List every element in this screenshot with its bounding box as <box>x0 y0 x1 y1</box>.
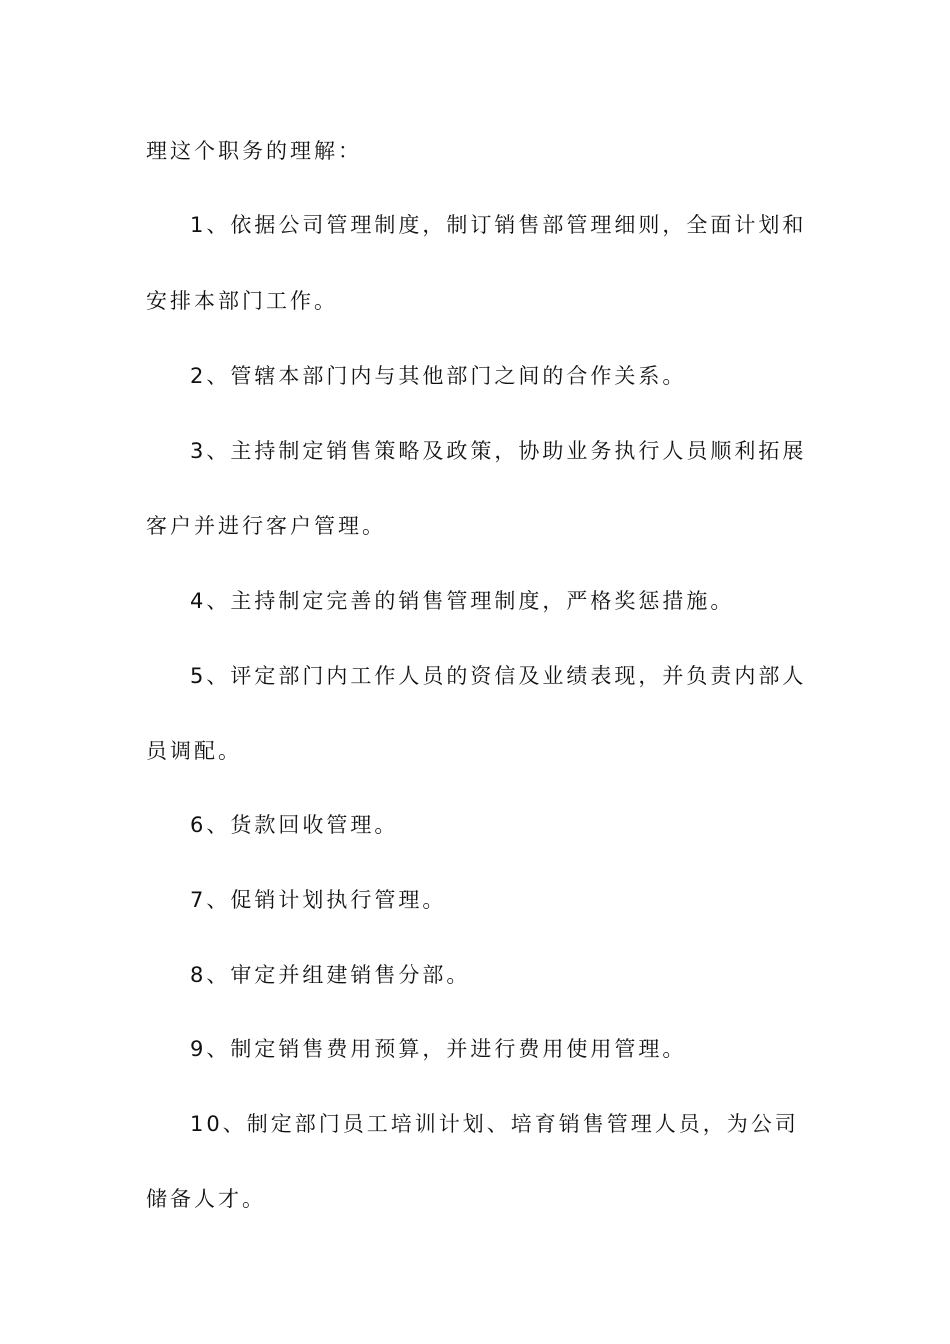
item-9-line: 9、制定销售费用预算，并进行费用使用管理。 <box>190 1037 687 1061</box>
item-7-line: 7、促销计划执行管理。 <box>190 888 447 912</box>
item-8-line: 8、审定并组建销售分部。 <box>190 963 471 987</box>
intro-line: 理这个职务的理解： <box>146 139 362 163</box>
item-1-line-1: 1、依据公司管理制度，制订销售部管理细则，全面计划和 <box>190 213 807 237</box>
item-5-line-2: 员调配。 <box>146 739 242 763</box>
item-5-line-1: 5、评定部门内工作人员的资信及业绩表现，并负责内部人 <box>190 664 807 688</box>
item-10-line-2: 储备人才。 <box>146 1187 266 1211</box>
item-1-line-2: 安排本部门工作。 <box>146 289 338 313</box>
item-10-line-1: 10、制定部门员工培训计划、培育销售管理人员，为公司 <box>190 1112 799 1136</box>
item-4-line: 4、主持制定完善的销售管理制度，严格奖惩措施。 <box>190 589 735 613</box>
item-6-line: 6、货款回收管理。 <box>190 813 399 837</box>
item-3-line-1: 3、主持制定销售策略及政策，协助业务执行人员顺利拓展 <box>190 439 807 463</box>
item-2-line: 2、管辖本部门内与其他部门之间的合作关系。 <box>190 364 687 388</box>
item-3-line-2: 客户并进行客户管理。 <box>146 514 386 538</box>
